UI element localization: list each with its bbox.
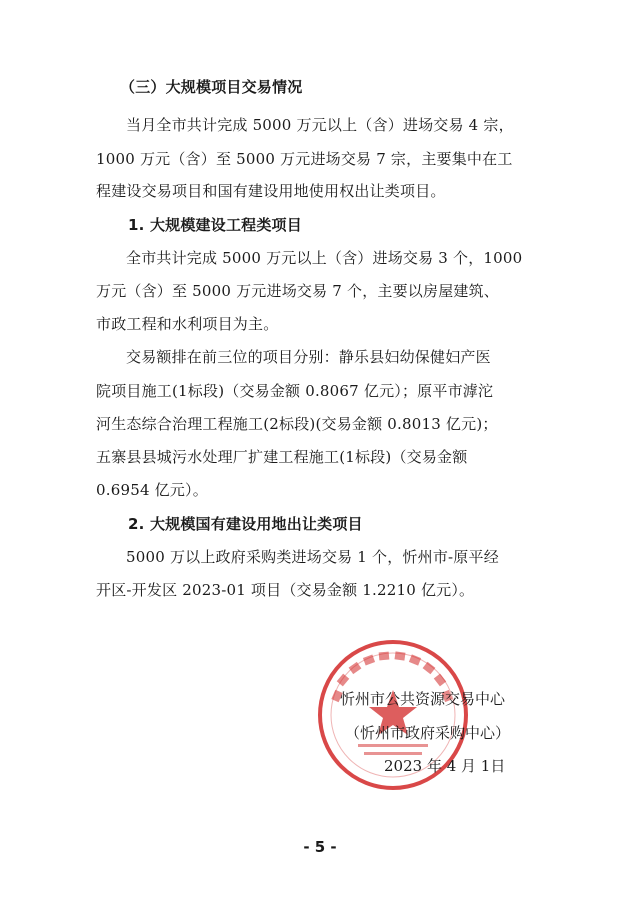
sub1-para1-line-3: 市政工程和水利项目为主。 <box>96 315 279 333</box>
sub1-para2-line-1: 交易额排在前三位的项目分别：静乐县妇幼保健妇产医 <box>126 348 491 366</box>
sub2-para-line-1: 5000 万以上政府采购类进场交易 1 个，忻州市-原平经 <box>126 548 499 566</box>
sub1-para2-line-2: 院项目施工(1标段)（交易金额 0.8067 亿元）；原平市滹沱 <box>96 382 494 400</box>
sub1-para2-line-3: 河生态综合治理工程施工(2标段)(交易金额 0.8013 亿元)； <box>96 415 498 433</box>
sub1-para2-line-5: 0.6954 亿元）。 <box>96 481 208 499</box>
sub1-para1-line-1: 全市共计完成 5000 万元以上（含）进场交易 3 个，1000 <box>126 249 523 267</box>
sub2-para-line-2: 开区-开发区 2023-01 项目（交易金额 1.2210 亿元）。 <box>96 581 475 599</box>
sub2-heading: 2. 大规模国有建设用地出让类项目 <box>128 515 363 533</box>
summary-line-2: 1000 万元（含）至 5000 万元进场交易 7 宗，主要集中在工 <box>96 150 513 168</box>
sub1-para2-line-4: 五寨县县城污水处理厂扩建工程施工(1标段)（交易金额 <box>96 448 468 466</box>
summary-line-3: 程建设交易项目和国有建设用地使用权出让类项目。 <box>96 182 446 200</box>
page-number: - 5 - <box>303 838 337 856</box>
sub1-heading: 1. 大规模建设工程类项目 <box>128 216 302 234</box>
signature-org2: （忻州市政府采购中心） <box>345 724 511 742</box>
signature-date: 2023 年 4 月 1日 <box>384 757 506 775</box>
summary-line-1: 当月全市共计完成 5000 万元以上（含）进场交易 4 宗， <box>126 116 514 134</box>
sub1-para1-line-2: 万元（含）至 5000 万元进场交易 7 个，主要以房屋建筑、 <box>96 282 499 300</box>
signature-org: 忻州市公共资源交易中心 <box>340 690 506 708</box>
section-heading: （三）大规模项目交易情况 <box>120 78 303 96</box>
